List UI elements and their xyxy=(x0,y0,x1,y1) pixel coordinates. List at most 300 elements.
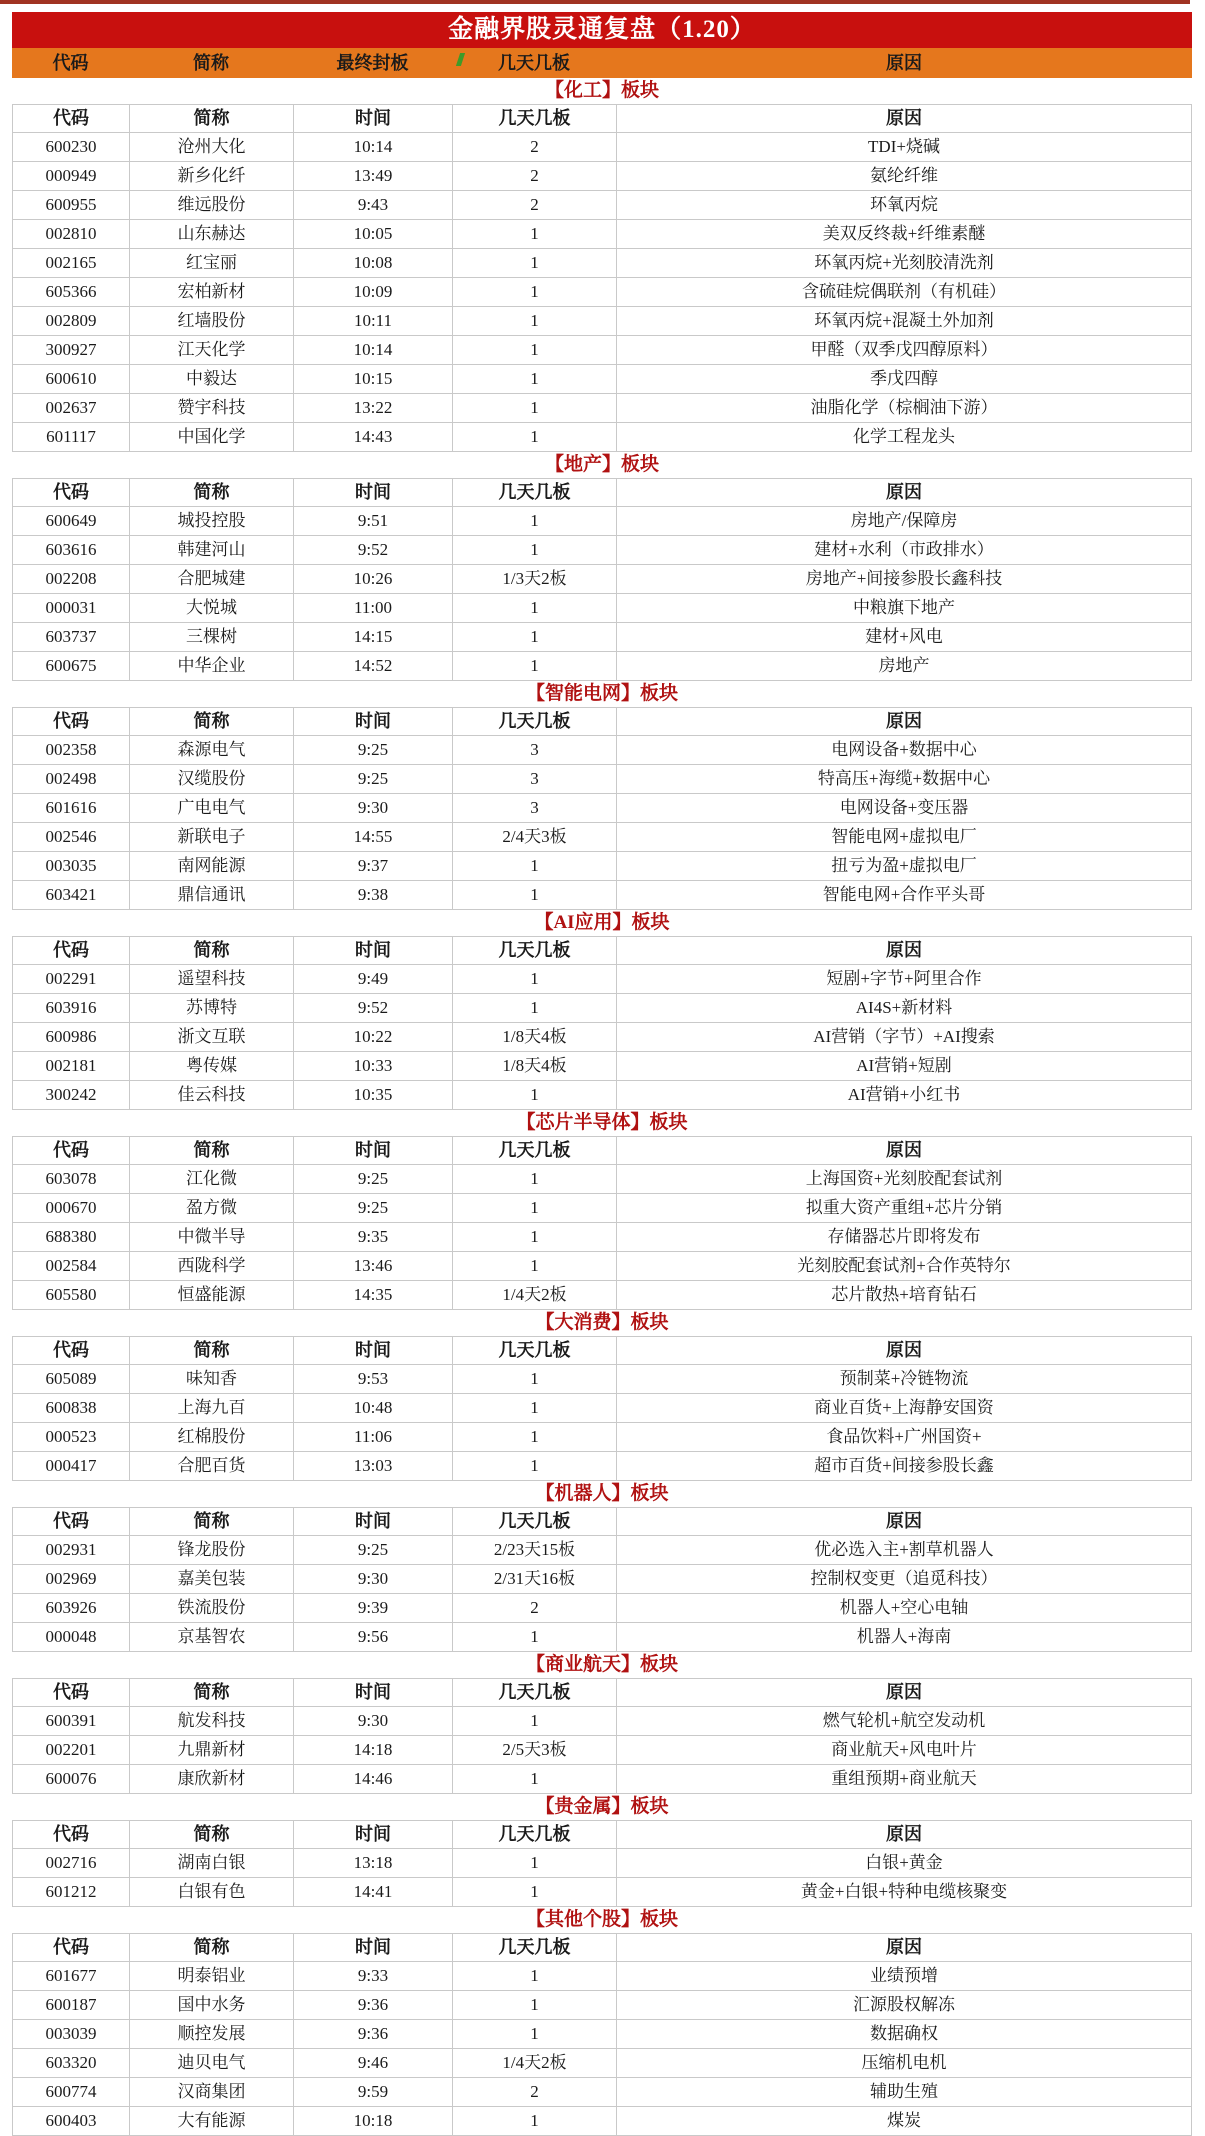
reason-cell: 机器人+海南 xyxy=(856,1627,952,1646)
subheader-name-cell: 简称 xyxy=(130,1508,294,1535)
subheader-code-cell: 代码 xyxy=(13,937,130,964)
reason-cell: 智能电网+合作平头哥 xyxy=(822,885,986,904)
code-cell: 600230 xyxy=(13,133,130,161)
name-cell: 红宝丽 xyxy=(130,249,294,277)
code-cell: 003039 xyxy=(13,2020,130,2048)
reason-cell: 中粮旗下地产 xyxy=(853,598,955,617)
subheader-name-cell: 简称 xyxy=(130,1137,294,1164)
code-cell: 300927 xyxy=(13,336,130,364)
code-cell: 002810 xyxy=(13,220,130,248)
table-row xyxy=(12,765,1192,794)
name-cell: 上海九百 xyxy=(130,1394,294,1422)
reason-cell: 燃气轮机+航空发动机 xyxy=(822,1711,986,1730)
subheader-code-cell: 代码 xyxy=(13,105,130,132)
code-cell: 600986 xyxy=(13,1023,130,1051)
table-row xyxy=(12,1736,1192,1765)
code-cell: 002208 xyxy=(13,565,130,593)
time-cell: 10:48 xyxy=(294,1394,453,1422)
table-body xyxy=(12,78,1192,2136)
reason-cell: AI营销（字节）+AI搜索 xyxy=(813,1027,995,1046)
table-row xyxy=(12,881,1192,910)
name-cell: 江天化学 xyxy=(130,336,294,364)
table-row xyxy=(12,994,1192,1023)
boards-cell: 1 xyxy=(453,394,617,422)
boards-cell: 2 xyxy=(453,2078,617,2106)
name-cell: 京基智农 xyxy=(130,1623,294,1651)
boards-cell: 2/23天15板 xyxy=(453,1536,617,1564)
boards-cell: 1/4天2板 xyxy=(453,1281,617,1309)
boards-cell: 1 xyxy=(453,307,617,335)
time-cell: 9:35 xyxy=(294,1223,453,1251)
name-cell: 山东赫达 xyxy=(130,220,294,248)
subheader-reason-cell: 原因 xyxy=(886,482,922,502)
time-cell: 10:11 xyxy=(294,307,453,335)
table-row xyxy=(12,1365,1192,1394)
name-cell: 合肥百货 xyxy=(130,1452,294,1480)
boards-cell: 1 xyxy=(453,965,617,993)
time-cell: 14:43 xyxy=(294,423,453,451)
boards-cell: 1 xyxy=(453,220,617,248)
table-row xyxy=(12,2049,1192,2078)
boards-cell: 1 xyxy=(453,881,617,909)
subheader-boards-cell: 几天几板 xyxy=(453,105,617,132)
boards-cell: 1 xyxy=(453,1394,617,1422)
reason-cell: 房地产+间接参股长鑫科技 xyxy=(805,569,1003,588)
boards-cell: 2/4天3板 xyxy=(453,823,617,851)
code-cell: 300242 xyxy=(13,1081,130,1109)
reason-cell: 电网设备+变压器 xyxy=(839,798,969,817)
time-cell: 9:49 xyxy=(294,965,453,993)
time-cell: 9:30 xyxy=(294,794,453,822)
name-cell: 江化微 xyxy=(130,1165,294,1193)
name-cell: 新乡化纤 xyxy=(130,162,294,190)
reason-cell: 季戊四醇 xyxy=(870,369,938,388)
time-cell: 10:09 xyxy=(294,278,453,306)
name-cell: 城投控股 xyxy=(130,507,294,535)
code-cell: 002201 xyxy=(13,1736,130,1764)
section-title: 【贵金属】板块 xyxy=(12,1794,1192,1820)
reason-cell: 辅助生殖 xyxy=(870,2082,938,2101)
time-cell: 10:26 xyxy=(294,565,453,593)
table-row xyxy=(12,794,1192,823)
reason-cell: 业绩预增 xyxy=(870,1966,938,1985)
boards-cell: 1 xyxy=(453,423,617,451)
subheader-time-cell: 时间 xyxy=(294,1679,453,1706)
code-cell: 002291 xyxy=(13,965,130,993)
code-cell: 000670 xyxy=(13,1194,130,1222)
boards-cell: 1 xyxy=(453,1194,617,1222)
section-title: 【机器人】板块 xyxy=(12,1481,1192,1507)
name-cell: 大有能源 xyxy=(130,2107,294,2135)
name-cell: 大悦城 xyxy=(130,594,294,622)
code-cell: 603916 xyxy=(13,994,130,1022)
reason-cell: 房地产/保障房 xyxy=(850,511,958,530)
subheader-name-cell: 简称 xyxy=(130,479,294,506)
time-cell: 9:30 xyxy=(294,1707,453,1735)
name-cell: 南网能源 xyxy=(130,852,294,880)
subheader-boards-cell: 几天几板 xyxy=(453,1679,617,1706)
table-row xyxy=(12,1281,1192,1310)
code-cell: 000048 xyxy=(13,1623,130,1651)
table-row xyxy=(12,1623,1192,1652)
subheader-code-cell: 代码 xyxy=(13,479,130,506)
reason-cell: 环氧丙烷+混凝土外加剂 xyxy=(814,311,994,330)
code-cell: 600649 xyxy=(13,507,130,535)
subheader-boards-cell: 几天几板 xyxy=(453,1821,617,1848)
time-cell: 9:39 xyxy=(294,1594,453,1622)
subheader-reason-cell: 原因 xyxy=(886,1511,922,1531)
reason-cell: 建材+水利（市政排水） xyxy=(814,540,994,559)
name-cell: 合肥城建 xyxy=(130,565,294,593)
code-cell: 002809 xyxy=(13,307,130,335)
time-cell: 10:08 xyxy=(294,249,453,277)
subheader-code-cell: 代码 xyxy=(13,1137,130,1164)
reason-cell: 甲醛（双季戊四醇原料） xyxy=(810,340,998,359)
boards-cell: 1 xyxy=(453,365,617,393)
boards-cell: 1 xyxy=(453,1707,617,1735)
name-cell: 赞宇科技 xyxy=(130,394,294,422)
time-cell: 9:36 xyxy=(294,2020,453,2048)
name-cell: 宏柏新材 xyxy=(130,278,294,306)
time-cell: 9:25 xyxy=(294,736,453,764)
subheader-code-cell: 代码 xyxy=(13,708,130,735)
code-cell: 605089 xyxy=(13,1365,130,1393)
reason-cell: 商业百货+上海静安国资 xyxy=(814,1398,994,1417)
time-cell: 10:35 xyxy=(294,1081,453,1109)
table-row xyxy=(12,1536,1192,1565)
name-cell: 中国化学 xyxy=(130,423,294,451)
time-cell: 11:06 xyxy=(294,1423,453,1451)
time-cell: 9:52 xyxy=(294,536,453,564)
table-row xyxy=(12,1594,1192,1623)
table-row xyxy=(12,1991,1192,2020)
reason-cell: 环氧丙烷+光刻胶清洗剂 xyxy=(814,253,994,272)
subheader-name-cell: 简称 xyxy=(130,105,294,132)
reason-cell: 上海国资+光刻胶配套试剂 xyxy=(805,1169,1003,1188)
time-cell: 9:25 xyxy=(294,1194,453,1222)
time-cell: 9:56 xyxy=(294,1623,453,1651)
name-cell: 白银有色 xyxy=(130,1878,294,1906)
time-cell: 9:25 xyxy=(294,1536,453,1564)
reason-cell: AI4S+新材料 xyxy=(855,998,953,1017)
boards-cell: 1 xyxy=(453,1962,617,1990)
subheader-time-cell: 时间 xyxy=(294,1821,453,1848)
section-title: 【商业航天】板块 xyxy=(12,1652,1192,1678)
boards-cell: 1 xyxy=(453,1452,617,1480)
time-cell: 14:15 xyxy=(294,623,453,651)
table-row xyxy=(12,1165,1192,1194)
subheader-reason-cell: 原因 xyxy=(886,1340,922,1360)
section-title: 【智能电网】板块 xyxy=(12,681,1192,707)
code-cell: 002716 xyxy=(13,1849,130,1877)
reason-cell: 环氧丙烷 xyxy=(870,195,938,214)
subheader-code-cell: 代码 xyxy=(13,1508,130,1535)
time-cell: 14:35 xyxy=(294,1281,453,1309)
table-row xyxy=(12,162,1192,191)
time-cell: 9:52 xyxy=(294,994,453,1022)
name-cell: 浙文互联 xyxy=(130,1023,294,1051)
code-cell: 603926 xyxy=(13,1594,130,1622)
name-cell: 湖南白银 xyxy=(130,1849,294,1877)
subheader-reason-cell: 原因 xyxy=(886,940,922,960)
boards-cell: 1 xyxy=(453,594,617,622)
boards-cell: 1 xyxy=(453,1423,617,1451)
time-cell: 10:14 xyxy=(294,336,453,364)
reason-cell: 油脂化学（棕榈油下游） xyxy=(810,398,998,417)
table-row xyxy=(12,1194,1192,1223)
reason-cell: 扭亏为盈+虚拟电厂 xyxy=(831,856,977,875)
name-cell: 新联电子 xyxy=(130,823,294,851)
code-cell: 600610 xyxy=(13,365,130,393)
code-cell: 601616 xyxy=(13,794,130,822)
time-cell: 9:53 xyxy=(294,1365,453,1393)
name-cell: 韩建河山 xyxy=(130,536,294,564)
name-cell: 国中水务 xyxy=(130,1991,294,2019)
reason-cell: 商业航天+风电叶片 xyxy=(831,1740,977,1759)
subheader-reason-cell: 原因 xyxy=(886,108,922,128)
subheader-reason-cell: 原因 xyxy=(886,1937,922,1957)
name-cell: 味知香 xyxy=(130,1365,294,1393)
subheader-time-cell: 时间 xyxy=(294,708,453,735)
boards-cell: 1 xyxy=(453,1623,617,1651)
table-row xyxy=(12,736,1192,765)
table-row xyxy=(12,536,1192,565)
name-cell: 锋龙股份 xyxy=(130,1536,294,1564)
time-cell: 13:03 xyxy=(294,1452,453,1480)
reason-cell: 煤炭 xyxy=(887,2111,921,2130)
boards-cell: 1 xyxy=(453,1765,617,1793)
header-reason: 原因 xyxy=(886,53,922,73)
subheader-name-cell: 简称 xyxy=(130,1679,294,1706)
boards-cell: 1 xyxy=(453,1991,617,2019)
table-row xyxy=(12,1962,1192,1991)
table-row xyxy=(12,965,1192,994)
table-row xyxy=(12,594,1192,623)
reason-cell: 化学工程龙头 xyxy=(853,427,955,446)
boards-cell: 1 xyxy=(453,536,617,564)
code-cell: 605366 xyxy=(13,278,130,306)
name-cell: 中华企业 xyxy=(130,652,294,680)
reason-cell: 压缩机电机 xyxy=(861,2053,947,2072)
section-title: 【其他个股】板块 xyxy=(12,1907,1192,1933)
code-cell: 003035 xyxy=(13,852,130,880)
section-title: 【地产】板块 xyxy=(12,452,1192,478)
reason-cell: 黄金+白银+特种电缆核聚变 xyxy=(800,1882,1008,1901)
time-cell: 11:00 xyxy=(294,594,453,622)
boards-cell: 3 xyxy=(453,736,617,764)
code-cell: 603421 xyxy=(13,881,130,909)
name-cell: 康欣新材 xyxy=(130,1765,294,1793)
subheader-time-cell: 时间 xyxy=(294,1137,453,1164)
code-cell: 601677 xyxy=(13,1962,130,1990)
code-cell: 603616 xyxy=(13,536,130,564)
subheader-row xyxy=(12,1678,1192,1707)
boards-cell: 1 xyxy=(453,1252,617,1280)
boards-cell: 3 xyxy=(453,794,617,822)
name-cell: 红墙股份 xyxy=(130,307,294,335)
reason-cell: 光刻胶配套试剂+合作英特尔 xyxy=(797,1256,1011,1275)
reason-cell: 建材+风电 xyxy=(865,627,943,646)
table-row xyxy=(12,220,1192,249)
reason-cell: 电网设备+数据中心 xyxy=(831,740,977,759)
subheader-time-cell: 时间 xyxy=(294,1934,453,1961)
time-cell: 13:18 xyxy=(294,1849,453,1877)
code-cell: 000523 xyxy=(13,1423,130,1451)
table-row xyxy=(12,1052,1192,1081)
subheader-code-cell: 代码 xyxy=(13,1934,130,1961)
table-row xyxy=(12,1765,1192,1794)
table-row xyxy=(12,1452,1192,1481)
table-row xyxy=(12,2078,1192,2107)
subheader-boards-cell: 几天几板 xyxy=(453,1508,617,1535)
subheader-row xyxy=(12,104,1192,133)
boards-cell: 1 xyxy=(453,2107,617,2135)
code-cell: 688380 xyxy=(13,1223,130,1251)
subheader-name-cell: 简称 xyxy=(130,708,294,735)
boards-cell: 1 xyxy=(453,249,617,277)
boards-cell: 1 xyxy=(453,2020,617,2048)
name-cell: 维远股份 xyxy=(130,191,294,219)
subheader-reason-cell: 原因 xyxy=(886,1824,922,1844)
reason-cell: 预制菜+冷链物流 xyxy=(839,1369,969,1388)
time-cell: 14:55 xyxy=(294,823,453,851)
table-row xyxy=(12,823,1192,852)
name-cell: 广电电气 xyxy=(130,794,294,822)
table-row xyxy=(12,307,1192,336)
code-cell: 601117 xyxy=(13,423,130,451)
name-cell: 遥望科技 xyxy=(130,965,294,993)
table-row xyxy=(12,1252,1192,1281)
table-row xyxy=(12,1023,1192,1052)
time-cell: 10:18 xyxy=(294,2107,453,2135)
subheader-code-cell: 代码 xyxy=(13,1679,130,1706)
name-cell: 汉缆股份 xyxy=(130,765,294,793)
table-row xyxy=(12,133,1192,162)
time-cell: 13:46 xyxy=(294,1252,453,1280)
name-cell: 迪贝电气 xyxy=(130,2049,294,2077)
boards-cell: 1 xyxy=(453,623,617,651)
name-cell: 中毅达 xyxy=(130,365,294,393)
top-strip xyxy=(0,0,1190,4)
reason-cell: 芯片散热+培育钻石 xyxy=(831,1285,977,1304)
time-cell: 9:43 xyxy=(294,191,453,219)
name-cell: 盈方微 xyxy=(130,1194,294,1222)
subheader-boards-cell: 几天几板 xyxy=(453,937,617,964)
table-row xyxy=(12,394,1192,423)
boards-cell: 1 xyxy=(453,278,617,306)
subheader-boards-cell: 几天几板 xyxy=(453,708,617,735)
reason-cell: 短剧+字节+阿里合作 xyxy=(826,969,982,988)
reason-cell: AI营销+短剧 xyxy=(856,1056,952,1075)
time-cell: 13:22 xyxy=(294,394,453,422)
subheader-row xyxy=(12,1507,1192,1536)
code-cell: 002969 xyxy=(13,1565,130,1593)
code-cell: 600391 xyxy=(13,1707,130,1735)
subheader-boards-cell: 几天几板 xyxy=(453,1934,617,1961)
reason-cell: 超市百货+间接参股长鑫 xyxy=(814,1456,994,1475)
name-cell: 红棉股份 xyxy=(130,1423,294,1451)
time-cell: 9:46 xyxy=(294,2049,453,2077)
subheader-row xyxy=(12,1336,1192,1365)
table-row xyxy=(12,336,1192,365)
table-row xyxy=(12,507,1192,536)
reason-cell: 含硫硅烷偶联剂（有机硅） xyxy=(802,282,1006,301)
boards-cell: 1 xyxy=(453,336,617,364)
table-row xyxy=(12,2020,1192,2049)
section-title: 【化工】板块 xyxy=(12,78,1192,104)
code-cell: 000417 xyxy=(13,1452,130,1480)
subheader-reason-cell: 原因 xyxy=(886,1682,922,1702)
code-cell: 603078 xyxy=(13,1165,130,1193)
time-cell: 9:25 xyxy=(294,1165,453,1193)
boards-cell: 2/5天3板 xyxy=(453,1736,617,1764)
table-row xyxy=(12,1081,1192,1110)
subheader-reason-cell: 原因 xyxy=(886,1140,922,1160)
name-cell: 沧州大化 xyxy=(130,133,294,161)
time-cell: 14:18 xyxy=(294,1736,453,1764)
time-cell: 14:41 xyxy=(294,1878,453,1906)
boards-cell: 1 xyxy=(453,1165,617,1193)
reason-cell: 白银+黄金 xyxy=(865,1853,943,1872)
reason-cell: 食品饮料+广州国资+ xyxy=(826,1427,982,1446)
subheader-time-cell: 时间 xyxy=(294,105,453,132)
code-cell: 600955 xyxy=(13,191,130,219)
boards-cell: 1/3天2板 xyxy=(453,565,617,593)
code-cell: 601212 xyxy=(13,1878,130,1906)
time-cell: 9:51 xyxy=(294,507,453,535)
time-cell: 9:25 xyxy=(294,765,453,793)
subheader-row xyxy=(12,478,1192,507)
time-cell: 9:30 xyxy=(294,1565,453,1593)
code-cell: 600675 xyxy=(13,652,130,680)
code-cell: 600838 xyxy=(13,1394,130,1422)
section-title: 【大消费】板块 xyxy=(12,1310,1192,1336)
boards-cell: 1 xyxy=(453,994,617,1022)
time-cell: 9:33 xyxy=(294,1962,453,1990)
time-cell: 10:33 xyxy=(294,1052,453,1080)
boards-cell: 3 xyxy=(453,765,617,793)
table-row xyxy=(12,652,1192,681)
boards-cell: 1 xyxy=(453,852,617,880)
table-row xyxy=(12,278,1192,307)
reason-cell: 美双反终裁+纤维素醚 xyxy=(822,224,986,243)
name-cell: 嘉美包装 xyxy=(130,1565,294,1593)
header-days-boards: 几天几板 xyxy=(498,53,570,73)
name-cell: 顺控发展 xyxy=(130,2020,294,2048)
name-cell: 九鼎新材 xyxy=(130,1736,294,1764)
reason-cell: 重组预期+商业航天 xyxy=(831,1769,977,1788)
table-row xyxy=(12,623,1192,652)
code-cell: 002181 xyxy=(13,1052,130,1080)
code-cell: 002358 xyxy=(13,736,130,764)
boards-cell: 1 xyxy=(453,1878,617,1906)
boards-cell: 2 xyxy=(453,162,617,190)
table-row xyxy=(12,365,1192,394)
time-cell: 10:15 xyxy=(294,365,453,393)
reason-cell: TDI+烧碱 xyxy=(868,137,940,156)
subheader-row xyxy=(12,1136,1192,1165)
name-cell: 粤传媒 xyxy=(130,1052,294,1080)
subheader-row xyxy=(12,1933,1192,1962)
subheader-reason-cell: 原因 xyxy=(886,711,922,731)
name-cell: 鼎信通讯 xyxy=(130,881,294,909)
reason-cell: 数据确权 xyxy=(870,2024,938,2043)
code-cell: 002584 xyxy=(13,1252,130,1280)
subheader-boards-cell: 几天几板 xyxy=(453,1137,617,1164)
time-cell: 13:49 xyxy=(294,162,453,190)
time-cell: 14:52 xyxy=(294,652,453,680)
name-cell: 苏博特 xyxy=(130,994,294,1022)
